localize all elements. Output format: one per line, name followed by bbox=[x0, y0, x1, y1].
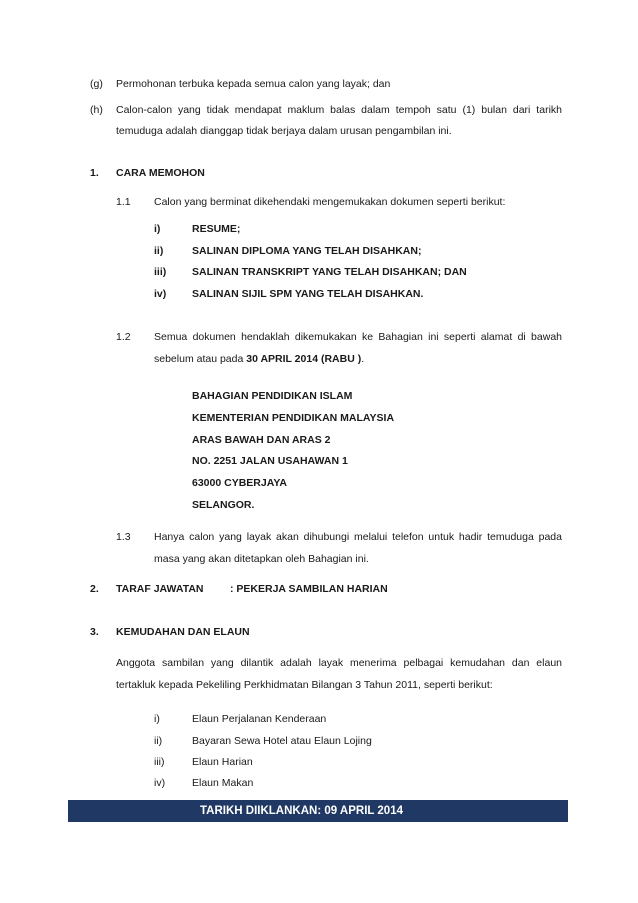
sub2-number: 1.2 bbox=[116, 331, 131, 343]
allowance-3-marker: iii) bbox=[154, 756, 165, 768]
section2-number: 2. bbox=[90, 583, 99, 595]
doc-3-marker: iii) bbox=[154, 266, 167, 278]
address-line-4: NO. 2251 JALAN USAHAWAN 1 bbox=[192, 455, 348, 467]
sub3-number: 1.3 bbox=[116, 531, 131, 543]
doc-1-marker: i) bbox=[154, 223, 161, 235]
allowance-1-marker: i) bbox=[154, 713, 160, 725]
address-line-5: 63000 CYBERJAYA bbox=[192, 477, 287, 489]
allowance-2-marker: ii) bbox=[154, 735, 163, 747]
sub3-line2: masa yang akan ditetapkan oleh Bahagian ini. bbox=[154, 553, 369, 565]
deadline-date: 30 APRIL 2014 (RABU ) bbox=[246, 353, 362, 365]
doc-4-marker: iv) bbox=[154, 288, 167, 300]
address-line-1: BAHAGIAN PENDIDIKAN ISLAM bbox=[192, 390, 353, 402]
item-h-line2: temuduga adalah dianggap tidak berjaya dalam urusan pengambilan ini. bbox=[116, 125, 452, 137]
item-h-line1: Calon-calon yang tidak mendapat maklum balas dalam tempoh satu (1) bulan dari tarikh bbox=[116, 104, 562, 116]
item-g-marker: (g) bbox=[90, 78, 103, 90]
section3-number: 3. bbox=[90, 626, 99, 638]
sub2-line2-suffix: . bbox=[361, 353, 365, 365]
doc-1-text: RESUME; bbox=[192, 223, 241, 235]
sub2-line2 bbox=[154, 352, 364, 366]
allowance-2-text: Bayaran Sewa Hotel atau Elaun Lojing bbox=[192, 735, 372, 747]
allowance-4-text: Elaun Makan bbox=[192, 777, 254, 789]
address-line-3: ARAS BAWAH DAN ARAS 2 bbox=[192, 434, 331, 446]
sub2-line1: Semua dokumen hendaklah dikemukakan ke Bahagian ini seperti alamat di bawah bbox=[154, 331, 562, 343]
sub3-line1: Hanya calon yang layak akan dihubungi melalui telefon untuk hadir temuduga pada bbox=[154, 531, 562, 543]
doc-2-text: SALINAN DIPLOMA YANG TELAH DISAHKAN; bbox=[192, 245, 422, 257]
section1-title: CARA MEMOHON bbox=[116, 167, 205, 179]
allowance-3-text: Elaun Harian bbox=[192, 756, 253, 768]
sub1-text: Calon yang berminat dikehendaki mengemukakan dokumen seperti berikut: bbox=[154, 196, 506, 208]
doc-2-marker: ii) bbox=[154, 245, 164, 257]
advertised-date-text: TARIKH DIIKLANKAN: 09 APRIL 2014 bbox=[200, 805, 403, 817]
item-g-text: Permohonan terbuka kepada semua calon yang layak; dan bbox=[116, 78, 391, 90]
doc-4-text: SALINAN SIJIL SPM YANG TELAH DISAHKAN. bbox=[192, 288, 424, 300]
section3-para-line2: tertakluk kepada Pekeliling Perkhidmatan Bilangan 3 Tahun 2011, seperti berikut: bbox=[116, 679, 493, 691]
item-h-marker: (h) bbox=[90, 104, 103, 116]
section1-number: 1. bbox=[90, 167, 99, 179]
advertised-date-banner bbox=[68, 800, 568, 822]
sub2-line2-prefix: sebelum atau pada bbox=[154, 353, 247, 365]
section2-label: TARAF JAWATAN bbox=[116, 583, 204, 595]
section3-title: KEMUDAHAN DAN ELAUN bbox=[116, 626, 250, 638]
doc-3-text: SALINAN TRANSKRIPT YANG TELAH DISAHKAN; DAN bbox=[192, 266, 467, 278]
section2-value: : PEKERJA SAMBILAN HARIAN bbox=[230, 583, 388, 595]
allowance-1-text: Elaun Perjalanan Kenderaan bbox=[192, 713, 327, 725]
sub1-number: 1.1 bbox=[116, 196, 131, 208]
section3-para-line1: Anggota sambilan yang dilantik adalah layak menerima pelbagai kemudahan dan elaun bbox=[116, 657, 562, 669]
address-line-2: KEMENTERIAN PENDIDIKAN MALAYSIA bbox=[192, 412, 395, 424]
allowance-4-marker: iv) bbox=[154, 777, 166, 789]
address-line-6: SELANGOR. bbox=[192, 499, 255, 511]
